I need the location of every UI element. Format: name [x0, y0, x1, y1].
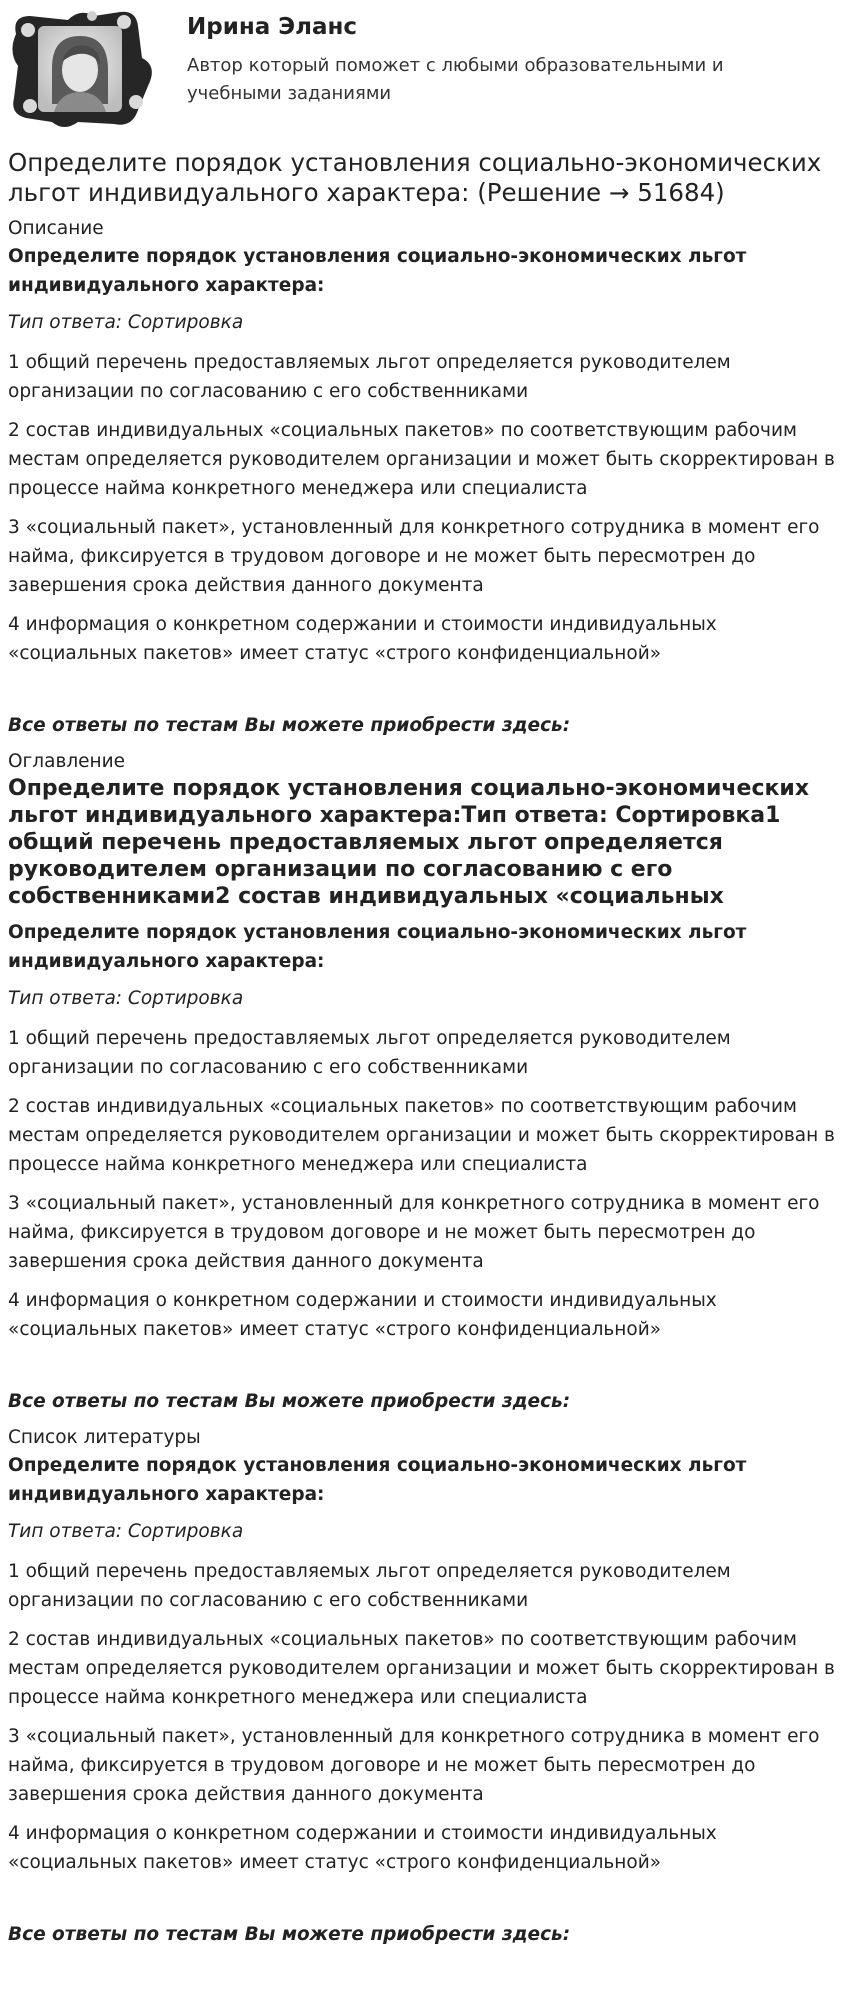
- list-item: 1 общий перечень предоставляемых льгот определяется руководителем организации по согласованию с его собственниками: [8, 352, 731, 402]
- page-title: Определите порядок установления социально-экономических льгот индивидуального характера: (Решение → 51684): [8, 148, 822, 207]
- toc-heading: Определите порядок установления социально-экономических льгот индивидуального характера:Тип ответа: Сортировка1 общий перечень предоставляемых льгот определяется руководителем организации по согласованию с его собственниками2 состав индивидуальных «социальных: [8, 776, 810, 909]
- answer-type: Тип ответа: Сортировка: [8, 312, 244, 333]
- section-label-description: Описание: [8, 218, 104, 239]
- buy-answers-link[interactable]: Все ответы по тестам Вы можете приобрести здесь:: [8, 1924, 571, 1945]
- list-item: 2 состав индивидуальных «социальных пакетов» по соответствующим рабочим местам определяется руководителем организации и может быть скорректирован в процессе найма конкретного менеджера или специалиста: [8, 1096, 835, 1175]
- section-label-contents: Оглавление: [8, 751, 126, 772]
- contents-section: [8, 750, 839, 1416]
- answer-type: Тип ответа: Сортировка: [8, 1521, 244, 1542]
- list-item: 3 «социальный пакет», установленный для конкретного сотрудника в момент его найма, фиксируется в трудовом договоре и не может быть пересмотрен до завершения срока действия данного документа: [8, 1193, 820, 1272]
- list-item: 1 общий перечень предоставляемых льгот определяется руководителем организации по согласованию с его собственниками: [8, 1561, 731, 1611]
- question-heading: Определите порядок установления социально-экономических льгот индивидуального характера:: [8, 1455, 747, 1505]
- list-item: 4 информация о конкретном содержании и стоимости индивидуальных «социальных пакетов» имеет статус «строго конфиденциальной»: [8, 1290, 717, 1340]
- description-section: [8, 217, 839, 740]
- list-item: 2 состав индивидуальных «социальных пакетов» по соответствующим рабочим местам определяется руководителем организации и может быть скорректирован в процессе найма конкретного менеджера или специалиста: [8, 1629, 835, 1708]
- question-heading: Определите порядок установления социально-экономических льгот индивидуального характера:: [8, 922, 747, 972]
- author-name[interactable]: Ирина Эланс: [187, 14, 358, 40]
- author-avatar: [8, 6, 171, 131]
- author-info: [187, 12, 787, 108]
- answer-type: Тип ответа: Сортировка: [8, 988, 244, 1009]
- list-item: 4 информация о конкретном содержании и стоимости индивидуальных «социальных пакетов» имеет статус «строго конфиденциальной»: [8, 614, 717, 664]
- author-card: [8, 0, 839, 143]
- buy-answers-link[interactable]: Все ответы по тестам Вы можете приобрести здесь:: [8, 715, 571, 736]
- question-heading: Определите порядок установления социально-экономических льгот индивидуального характера:: [8, 246, 747, 296]
- list-item: 1 общий перечень предоставляемых льгот определяется руководителем организации по согласованию с его собственниками: [8, 1028, 731, 1078]
- list-item: 2 состав индивидуальных «социальных пакетов» по соответствующим рабочим местам определяется руководителем организации и может быть скорректирован в процессе найма конкретного менеджера или специалиста: [8, 420, 835, 499]
- list-item: 4 информация о конкретном содержании и стоимости индивидуальных «социальных пакетов» имеет статус «строго конфиденциальной»: [8, 1823, 717, 1873]
- section-label-literature: Список литературы: [8, 1427, 201, 1448]
- list-item: 3 «социальный пакет», установленный для конкретного сотрудника в момент его найма, фиксируется в трудовом договоре и не может быть пересмотрен до завершения срока действия данного документа: [8, 1726, 820, 1805]
- buy-answers-link[interactable]: Все ответы по тестам Вы можете приобрести здесь:: [8, 1391, 571, 1412]
- literature-section: [8, 1426, 839, 1949]
- author-description: Автор который поможет с любыми образовательными и учебными заданиями: [187, 55, 724, 104]
- list-item: 3 «социальный пакет», установленный для конкретного сотрудника в момент его найма, фиксируется в трудовом договоре и не может быть пересмотрен до завершения срока действия данного документа: [8, 517, 820, 596]
